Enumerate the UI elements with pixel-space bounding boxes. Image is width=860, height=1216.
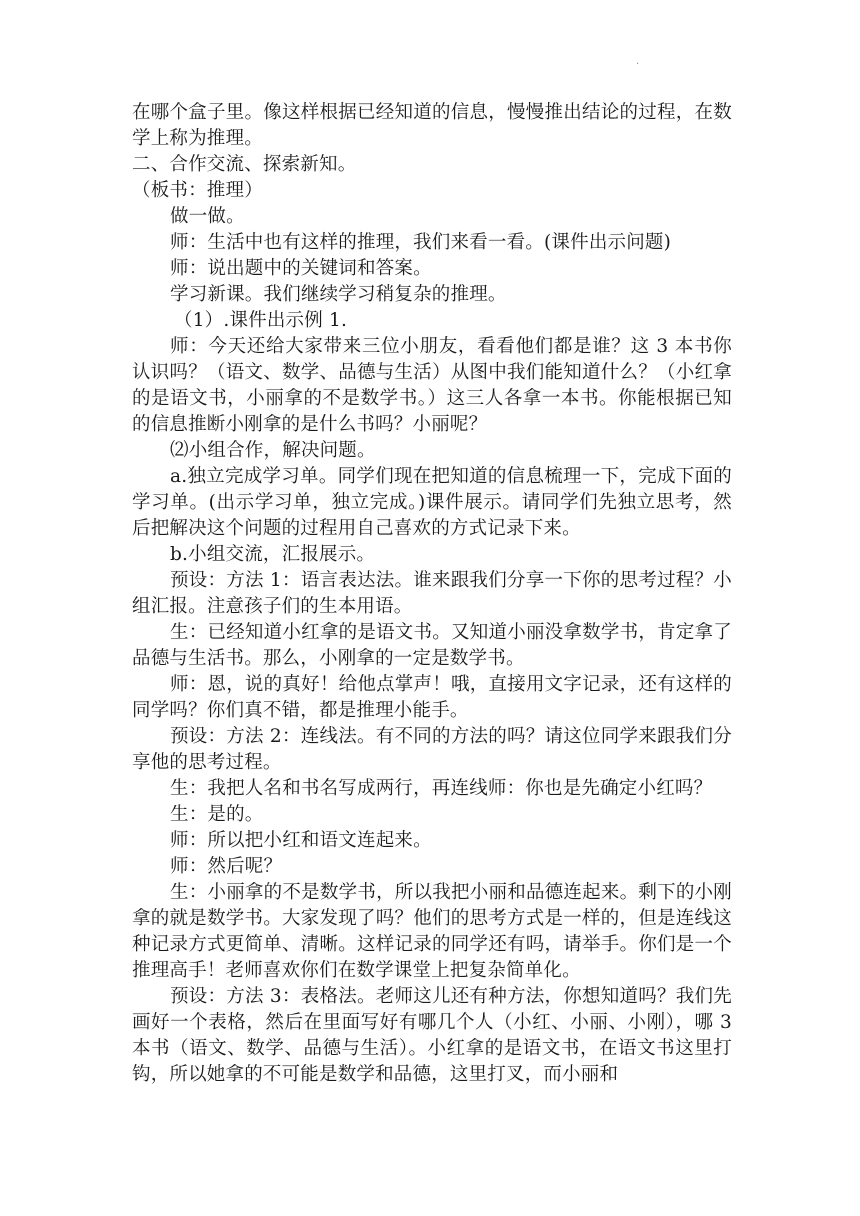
paragraph-teacher-keywords: 师：说出题中的关键词和答案。 [170, 258, 432, 279]
paragraph-student-yes: 生：是的。 [170, 804, 264, 825]
paragraph-worksheet: a.独立完成学习单。同学们现在把知道的信息梳理一下，完成下面的学习单。(出示学习单，独立完成。)课件展示。请同学们先独立思考，然后把解决这个问题的过程用自己喜欢的方式记录下来。 [132, 466, 732, 539]
paragraph-teacher-praise: 师：恩，说的真好！给他点掌声！哦，直接用文字记录，还有这样的同学吗？你们真不错，都是推理小能手。 [132, 674, 732, 721]
header-mark: . [636, 56, 640, 67]
paragraph-teacher-life-reasoning: 师：生活中也有这样的推理，我们来看一看。(课件出示问题) [170, 232, 672, 253]
paragraph-method-2: 预设：方法 2：连线法。有不同的方法的吗？请这位同学来跟我们分享他的思考过程。 [132, 726, 732, 773]
paragraph-new-lesson: 学习新课。我们继续学习稍复杂的推理。 [170, 284, 507, 305]
board-note: （板书：推理） [132, 180, 263, 201]
paragraph-teacher-connect: 师：所以把小红和语文连起来。 [170, 830, 432, 851]
paragraph-student-lines: 生：我把人名和书名写成两行，再连线师：你也是先确定小红吗？ [170, 778, 713, 799]
section-heading-cooperation: 二、合作交流、探索新知。 [132, 154, 357, 175]
paragraph-try-it: 做一做。 [170, 206, 245, 227]
paragraph-student-answer-2: 生：小丽拿的不是数学书，所以我把小丽和品德连起来。剩下的小刚拿的就是数学书。大家发现了吗？他们的思考方式是一样的，但是连线这种记录方式更简单、清晰。这样记录的同学还有吗，请举手。你们是一个推理高手！老师喜欢你们在数学课堂上把复杂简单化。 [132, 882, 732, 981]
paragraph-method-1: 预设：方法 1：语言表达法。谁来跟我们分享一下你的思考过程？小组汇报。注意孩子们的生本用语。 [132, 570, 732, 617]
paragraph-teacher-then: 师：然后呢？ [170, 856, 283, 877]
paragraph-method-3: 预设：方法 3：表格法。老师这儿还有种方法，你想知道吗？我们先画好一个表格，然后在里面写好有哪几个人（小红、小丽、小刚），哪 3 本书（语文、数学、品德与生活）。小红拿的是语文书，在语文书这里打钩，所以她拿的不可能是数学和品德，这里打叉，而小丽和 [132, 986, 732, 1085]
paragraph-group-cooperation: ⑵小组合作，解决问题。 [170, 440, 376, 461]
paragraph-intro-conclusion: 在哪个盒子里。像这样根据已经知道的信息，慢慢推出结论的过程，在数学上称为推理。 [132, 102, 732, 149]
paragraph-student-answer-1: 生：已经知道小红拿的是语文书。又知道小丽没拿数学书，肯定拿了品德与生活书。那么，小刚拿的一定是数学书。 [132, 622, 732, 669]
paragraph-example-1: （1）.课件出示例 1. [174, 310, 348, 331]
paragraph-teacher-three-friends: 师：今天还给大家带来三位小朋友，看看他们都是谁？这 3 本书你认识吗？（语文、数学、品德与生活）从图中我们能知道什么？（小红拿的是语文书，小丽拿的不是数学书。）这三人各拿一本书。你能根据已知的信息推断小刚拿的是什么书吗？小丽呢？ [132, 336, 732, 435]
paragraph-group-report: b.小组交流，汇报展示。 [170, 544, 376, 565]
body-text [132, 100, 732, 1088]
